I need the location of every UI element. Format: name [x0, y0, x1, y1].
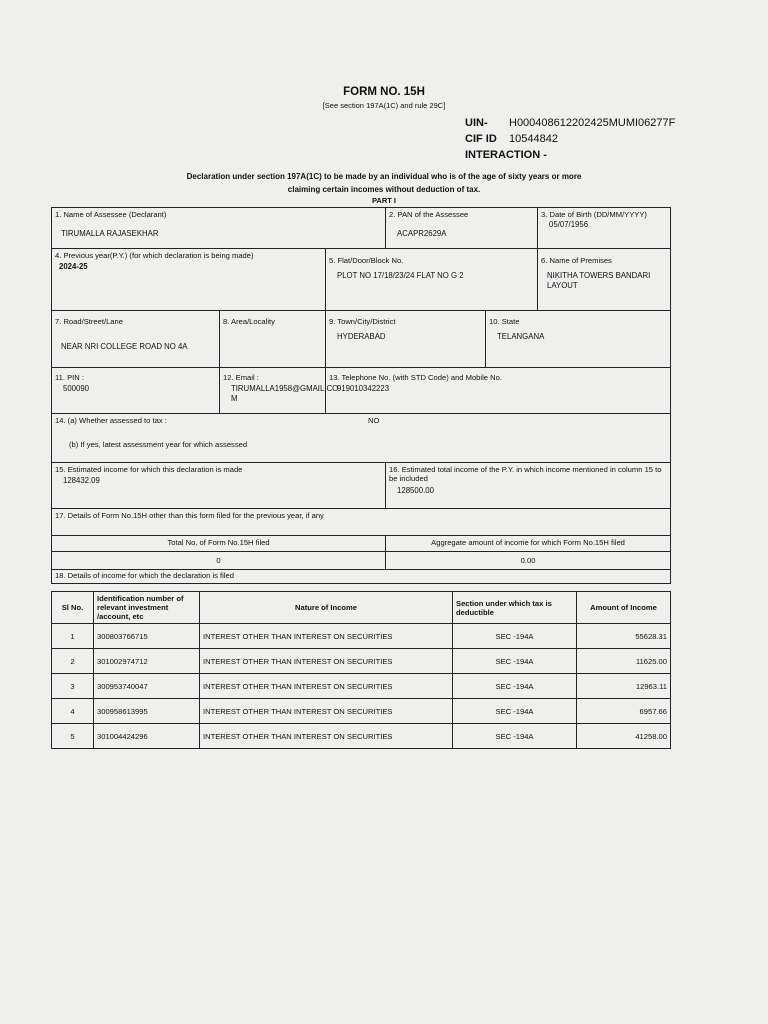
dob-value: 05/07/1956 [549, 220, 589, 230]
town-value: HYDERABAD [337, 332, 386, 342]
email-cell [220, 368, 339, 414]
row-id: 300958613995 [94, 699, 200, 724]
row-amount: 41258.00 [577, 724, 671, 749]
row-section: SEC -194A [453, 624, 577, 649]
row-nature: INTEREST OTHER THAN INTEREST ON SECURITIES [200, 699, 453, 724]
uin-label: UIN- [465, 117, 488, 129]
other-forms-cell [52, 509, 671, 536]
assessed-value: NO [368, 416, 380, 425]
row-section: SEC -194A [453, 649, 577, 674]
table-row [52, 674, 671, 699]
assessed-cell [52, 414, 671, 463]
road-cell [52, 311, 220, 368]
previous-year-label: 4. Previous year(P.Y.) (for which declaration is being made) [55, 251, 254, 260]
cif-value: 10544842 [509, 133, 558, 145]
row-id: 301004424296 [94, 724, 200, 749]
uin-value: H000408612202425MUMI06277F [509, 117, 676, 129]
pin-cell [52, 368, 220, 414]
dob-cell [538, 208, 671, 249]
form-subtitle: [See section 197A(1C) and rule 29C] [322, 101, 446, 110]
pin-label: 11. PIN : [55, 373, 84, 382]
estimated-total-cell [386, 463, 671, 509]
income-table [51, 591, 671, 749]
aggregate-header: Aggregate amount of income for which Form No.15H filed [386, 536, 671, 552]
declarant-details-table [51, 207, 671, 584]
declaration-line-1: Declaration under section 197A(1C) to be made by an individual who is of the age of sixty years or more [186, 172, 582, 181]
flat-value: PLOT NO 17/18/23/24 FLAT NO G 2 [337, 271, 464, 281]
row-sl: 3 [52, 674, 94, 699]
estimated-income-cell [52, 463, 386, 509]
town-label: 9. Town/City/District [329, 317, 396, 326]
total-forms-header: Total No. of Form No.15H filed [52, 536, 386, 552]
row-section: SEC -194A [453, 674, 577, 699]
name-cell [52, 208, 386, 249]
cif-label: CIF ID [465, 133, 497, 145]
email-label: 12. Email : [223, 373, 259, 382]
area-label: 8. Area/Locality [223, 317, 275, 326]
premises-cell [538, 249, 671, 311]
pan-label: 2. PAN of the Assessee [389, 210, 469, 219]
row-section: SEC -194A [453, 724, 577, 749]
previous-year-value: 2024-25 [59, 262, 88, 272]
row-sl: 5 [52, 724, 94, 749]
state-cell [486, 311, 671, 368]
table-row [52, 624, 671, 649]
email-value: TIRUMALLA1958@GMAIL.CO M [231, 384, 339, 404]
declaration-line-2: claiming certain incomes without deduction of tax. [287, 185, 481, 194]
estimated-total-label: 16. Estimated total income of the P.Y. in which income mentioned in column 15 to be included [389, 465, 662, 484]
phone-cell [326, 368, 671, 414]
income-details-cell [52, 570, 671, 584]
interaction-label: INTERACTION - [465, 149, 547, 161]
row-nature: INTEREST OTHER THAN INTEREST ON SECURITIES [200, 649, 453, 674]
name-value: TIRUMALLA RAJASEKHAR [61, 229, 159, 239]
income-table-header [52, 592, 671, 624]
row-nature: INTEREST OTHER THAN INTEREST ON SECURITIES [200, 674, 453, 699]
total-forms-value: 0 [52, 552, 386, 570]
dob-label: 3. Date of Birth (DD/MM/YYYY) [541, 210, 647, 219]
col-header-id: Identification number of relevant investment /account, etc [94, 592, 200, 624]
phone-value: 919010342223 [337, 384, 390, 394]
row-amount: 6957.66 [577, 699, 671, 724]
flat-cell [326, 249, 538, 311]
road-label: 7. Road/Street/Lane [55, 317, 123, 326]
row-sl: 4 [52, 699, 94, 724]
part-label: PART I [371, 196, 397, 205]
row-id: 300803766715 [94, 624, 200, 649]
town-cell [326, 311, 486, 368]
estimated-total-value: 128500.00 [397, 485, 434, 495]
pin-value: 500090 [63, 384, 90, 394]
row-amount: 11625.00 [577, 649, 671, 674]
assessed-year-label: (b) If yes, latest assessment year for which assessed [69, 440, 248, 450]
row-nature: INTEREST OTHER THAN INTEREST ON SECURITIES [200, 724, 453, 749]
road-value: NEAR NRI COLLEGE ROAD NO 4A [61, 342, 188, 352]
row-id: 300953740047 [94, 674, 200, 699]
pan-value: ACAPR2629A [397, 229, 447, 239]
estimated-income-value: 128432.09 [63, 476, 100, 486]
form-title: FORM NO. 15H [343, 86, 425, 98]
col-header-nature: Nature of Income [200, 592, 453, 624]
row-nature: INTEREST OTHER THAN INTEREST ON SECURITIES [200, 624, 453, 649]
row-section: SEC -194A [453, 699, 577, 724]
row-sl: 2 [52, 649, 94, 674]
row-id: 301002974712 [94, 649, 200, 674]
col-header-sl: Sl No. [52, 592, 94, 624]
aggregate-value: 0.00 [386, 552, 671, 570]
table-row [52, 649, 671, 674]
assessed-label: 14. (a) Whether assessed to tax : [55, 416, 167, 425]
other-forms-label: 17. Details of Form No.15H other than this form filed for the previous year, if any [55, 511, 324, 520]
state-label: 10. State [489, 317, 520, 326]
row-amount: 12963.11 [577, 674, 671, 699]
row-amount: 55628.31 [577, 624, 671, 649]
premises-label: 6. Name of Premises [541, 256, 612, 265]
col-header-amount: Amount of Income [577, 592, 671, 624]
table-row [52, 699, 671, 724]
table-row [52, 724, 671, 749]
phone-label: 13. Telephone No. (with STD Code) and Mobile No. [329, 373, 502, 382]
pan-cell [386, 208, 538, 249]
estimated-income-label: 15. Estimated income for which this declaration is made [55, 465, 243, 474]
col-header-section: Section under which tax is deductible [453, 592, 577, 624]
previous-year-cell [52, 249, 326, 311]
row-sl: 1 [52, 624, 94, 649]
area-cell [220, 311, 326, 368]
state-value: TELANGANA [497, 332, 545, 342]
income-details-label: 18. Details of income for which the declaration is filed [55, 571, 234, 580]
premises-value: NIKITHA TOWERS BANDARI LAYOUT [547, 271, 651, 291]
name-label: 1. Name of Assessee (Declarant) [55, 210, 167, 219]
flat-label: 5. Flat/Door/Block No. [329, 256, 404, 265]
